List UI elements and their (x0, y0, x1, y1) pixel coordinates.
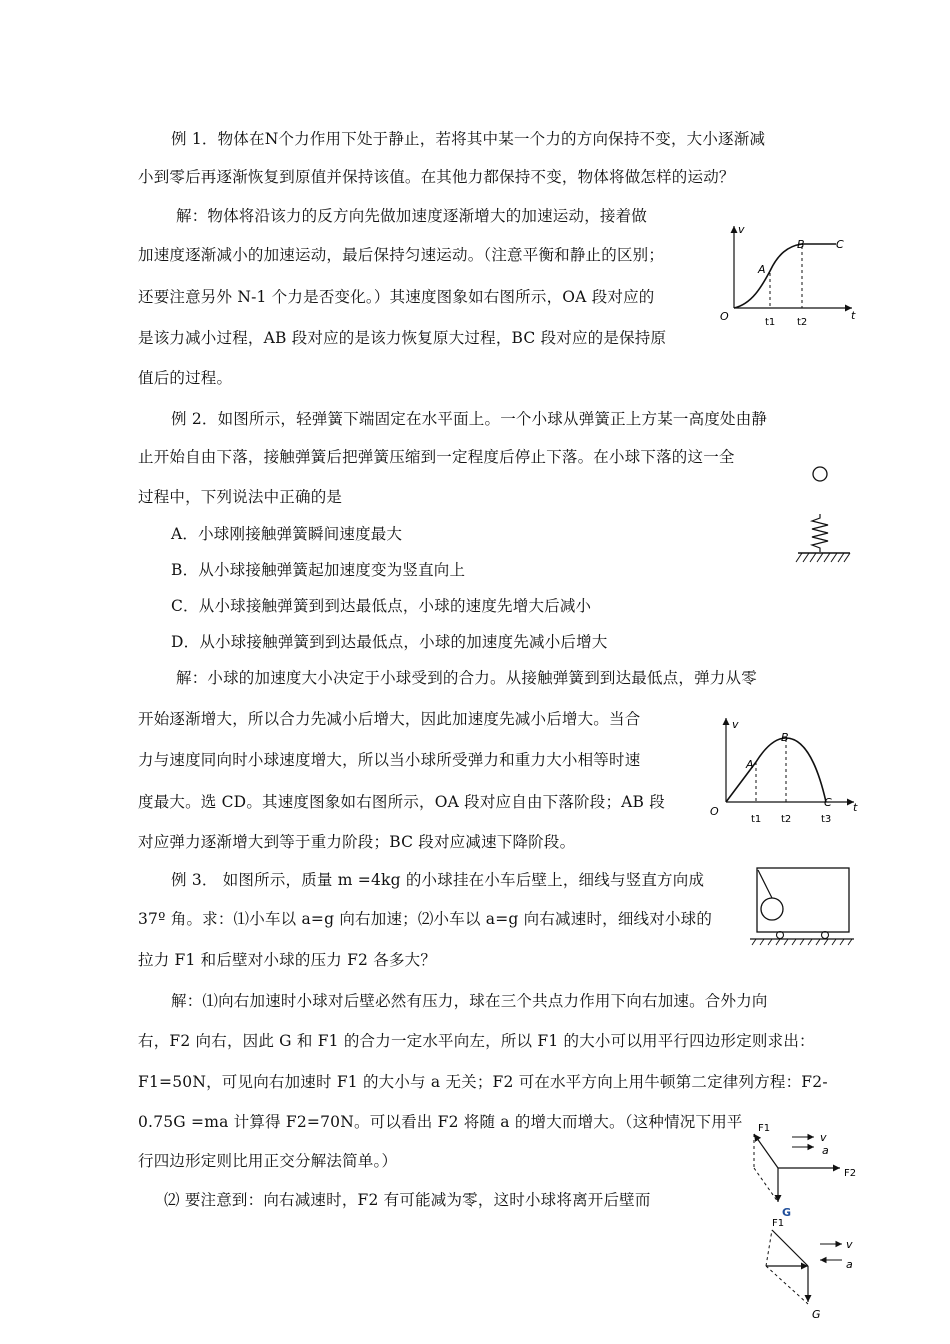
velocity-curve (734, 244, 836, 308)
ex1-question-line1: 例 1．物体在N个力作用下处于静止，若将其中某一个力的方向保持不变，大小逐渐减 (171, 130, 766, 148)
ex1-solution-line5: 值后的过程。 (138, 369, 233, 387)
ex2-option-a: A．小球刚接触弹簧瞬间速度最大 (171, 525, 403, 543)
ex3-solution-line1: 解：⑴向右加速时小球对后壁必然有压力，球在三个共点力作用下向右加速。合外力向 (171, 992, 768, 1010)
ex3-solution-line2: 右，F2 向右，因此 G 和 F1 的合力一定水平向左，所以 F1 的大小可以用平行四边形定则求出： (138, 1032, 815, 1050)
ex3-force-diagram-accelerating (740, 1118, 864, 1220)
ex3-solution-line3: F1=50N，可见向右加速时 F1 的大小与 a 无关；F2 可在水平方向上用牛顿第二定律列方程：F2- (138, 1073, 828, 1091)
dashed-line-a (766, 1230, 772, 1266)
ex1-solution-line1: 解：物体将沿该力的反方向先做加速度逐渐增大的加速运动，接着做 (176, 207, 648, 225)
ex3-solution-line4: 0.75G =ma 计算得 F2=70N。可以看出 F2 将随 a 的增大而增大。（这种情况下用平 (138, 1113, 743, 1131)
ex2-solution-line3: 力与速度同向时小球速度增大，所以当小球所受弹力和重力大小相等时速 (138, 751, 641, 769)
ex3-solution-line5: 行四边形定则比用正交分解法简单。） (138, 1152, 398, 1170)
point-c-label: C (836, 238, 844, 251)
ex2-solution-line4: 度最大。选 CD。其速度图象如右图所示，OA 段对应自由下落阶段；AB 段 (138, 793, 665, 811)
ex2-question-line1: 例 2．如图所示，轻弹簧下端固定在水平面上。一个小球从弹簧正上方某一高度处由静 (171, 410, 768, 428)
ex2-option-d: D．从小球接触弹簧到到达最低点，小球的加速度先减小后增大 (171, 633, 608, 651)
f1-arrow (772, 1230, 808, 1266)
t1-label: t1 (765, 317, 776, 328)
velocity-curve (726, 738, 826, 802)
v-label: v (820, 1131, 827, 1144)
ball (761, 898, 783, 920)
ground-hatch (752, 939, 852, 945)
v-label: v (738, 223, 745, 236)
g-label: G (812, 1308, 821, 1321)
f1-arrow (754, 1134, 778, 1168)
point-a-label: A (746, 758, 754, 771)
origin-label: O (710, 805, 719, 818)
t2-label: t2 (797, 317, 808, 328)
ex2-solution-line5: 对应弹力逐渐增大到等于重力阶段；BC 段对应减速下降阶段。 (138, 833, 576, 851)
ex1-velocity-graph (712, 216, 872, 336)
ground-hatch (796, 553, 850, 562)
g-label: G (782, 1206, 792, 1219)
ex3-solution-line6: ⑵ 要注意到：向右减速时，F2 有可能减为零，这时小球将离开后壁而 (164, 1191, 651, 1209)
ex3-cart-figure (748, 862, 856, 948)
ex3-question-line1: 例 3． 如图所示，质量 m =4kg 的小球挂在小车后壁上，细线与竖直方向成 (171, 871, 705, 889)
f2-label: F2 (844, 1168, 857, 1179)
t-label: t (851, 309, 856, 322)
ex1-question-line2: 小到零后再逐渐恢复到原值并保持该值。在其他力都保持不变，物体将做怎样的运动？ (138, 168, 735, 186)
ex2-spring-ball-figure (790, 458, 860, 570)
t2-label: t2 (781, 814, 792, 825)
ex3-force-diagram-decelerating (756, 1214, 866, 1324)
string (758, 870, 772, 898)
f1-label: F1 (772, 1218, 785, 1229)
ex2-option-c: C．从小球接触弹簧到到达最低点，小球的速度先增大后减小 (171, 597, 592, 615)
ex3-question-line2: 37º 角。求：⑴小车以 a=g 向右加速；⑵小车以 a=g 向右减速时，细线对小球的 (138, 910, 713, 928)
dashed-line-b (766, 1266, 808, 1304)
f1-label: F1 (758, 1123, 771, 1134)
v-label: v (732, 718, 739, 731)
point-a-label: A (758, 263, 766, 276)
parallelogram-dashed-2 (754, 1168, 778, 1202)
a-label: a (846, 1258, 853, 1271)
ex3-question-line3: 拉力 F1 和后壁对小球的压力 F2 各多大？ (138, 951, 437, 969)
v-label: v (846, 1238, 853, 1251)
point-c-label: C (824, 796, 832, 809)
point-b-label: B (797, 238, 805, 251)
ex2-solution-line2: 开始逐渐增大，所以合力先减小后增大，因此加速度先减小后增大。当合 (138, 710, 641, 728)
ball (813, 467, 827, 481)
ex2-option-b: B．从小球接触弹簧起加速度变为竖直向上 (171, 561, 466, 579)
point-b-label: B (781, 731, 789, 744)
ex2-question-line2: 止开始自由下落，接触弹簧后把弹簧压缩到一定程度后停止下落。在小球下落的这一全 (138, 448, 735, 466)
ex1-solution-line4: 是该力减小过程，AB 段对应的是该力恢复原大过程，BC 段对应的是保持原 (138, 329, 667, 347)
ex2-velocity-graph (702, 712, 872, 830)
ex2-solution-line1: 解：小球的加速度大小决定于小球受到的合力。从接触弹簧到到达最低点，弹力从零 (176, 669, 757, 687)
origin-label: O (720, 310, 729, 323)
a-label: a (822, 1144, 829, 1157)
spring (812, 514, 828, 552)
ex1-solution-line3: 还要注意另外 N-1 个力是否变化。）其速度图象如右图所示，OA 段对应的 (138, 288, 655, 306)
ex1-solution-line2: 加速度逐渐减小的加速运动，最后保持匀速运动。（注意平衡和静止的区别； (138, 246, 665, 264)
t3-label: t3 (821, 814, 832, 825)
cart-body (757, 868, 849, 932)
t1-label: t1 (751, 814, 762, 825)
t-label: t (853, 801, 858, 814)
ex2-question-line3: 过程中，下列说法中正确的是 (138, 488, 343, 506)
